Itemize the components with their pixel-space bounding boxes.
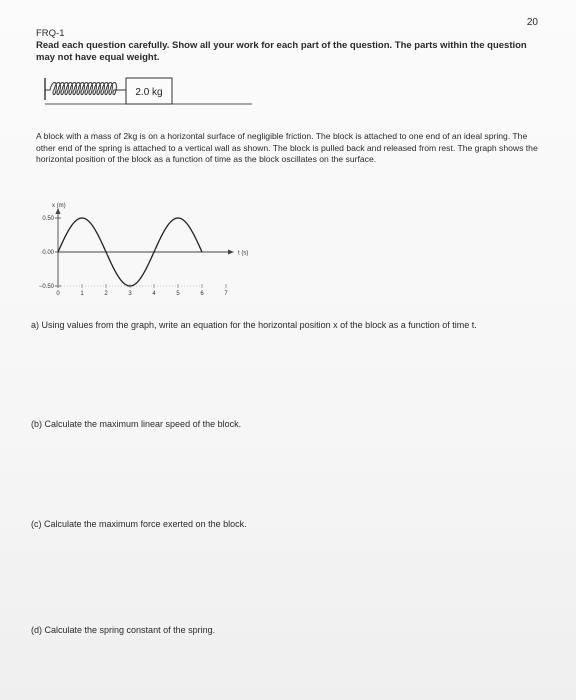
mass-label: 2.0 kg (135, 87, 163, 98)
question-c: (c) Calculate the maximum force exerted on the block. (31, 519, 247, 529)
x-tick-label: 2 (104, 291, 108, 297)
x-tick-label: 6 (200, 291, 204, 297)
x-tick-label: 7 (224, 291, 228, 297)
y-axis-label: x (m) (52, 203, 66, 209)
position-time-graph (28, 198, 268, 306)
x-tick-label: 4 (152, 291, 156, 297)
question-d: (d) Calculate the spring constant of the spring. (31, 625, 216, 635)
chart-svg (28, 198, 268, 306)
spring-block-diagram (40, 70, 260, 110)
problem-description: A block with a mass of 2kg is on a horizontal surface of negligible friction. The block is attached to one end of an ideal spring. The other end of the spring is attached to a vertical wall as shown. The block is pulled back and released from rest. The graph shows the horizontal position of the block as a function of time as the block oscillates on the surface. (36, 131, 538, 165)
spring-icon (45, 83, 126, 95)
x-axis-arrow-icon (228, 250, 234, 255)
x-tick-label: 3 (128, 291, 132, 297)
x-tick-label: 5 (176, 291, 180, 297)
spring-block-figure (40, 70, 260, 110)
question-b: (b) Calculate the maximum linear speed of the block. (31, 419, 242, 429)
x-axis-label: t (s) (238, 250, 249, 257)
x-tick-label: 0 (56, 291, 60, 297)
y-tick-label: 0.00 (42, 250, 54, 256)
header (36, 28, 536, 64)
instructions: Read each question carefully. Show all your work for each part of the question. The parts within the question may not have equal weight. (36, 40, 527, 63)
page-number: 20 (526, 17, 538, 28)
problem-id: FRQ-1 (36, 28, 65, 39)
y-tick-label: −0.50 (38, 284, 54, 290)
question-a: a) Using values from the graph, write an equation for the horizontal position x of the block as a function of time t. (31, 320, 477, 330)
y-tick-label: 0.50 (42, 216, 54, 222)
x-tick-label: 1 (80, 291, 84, 297)
